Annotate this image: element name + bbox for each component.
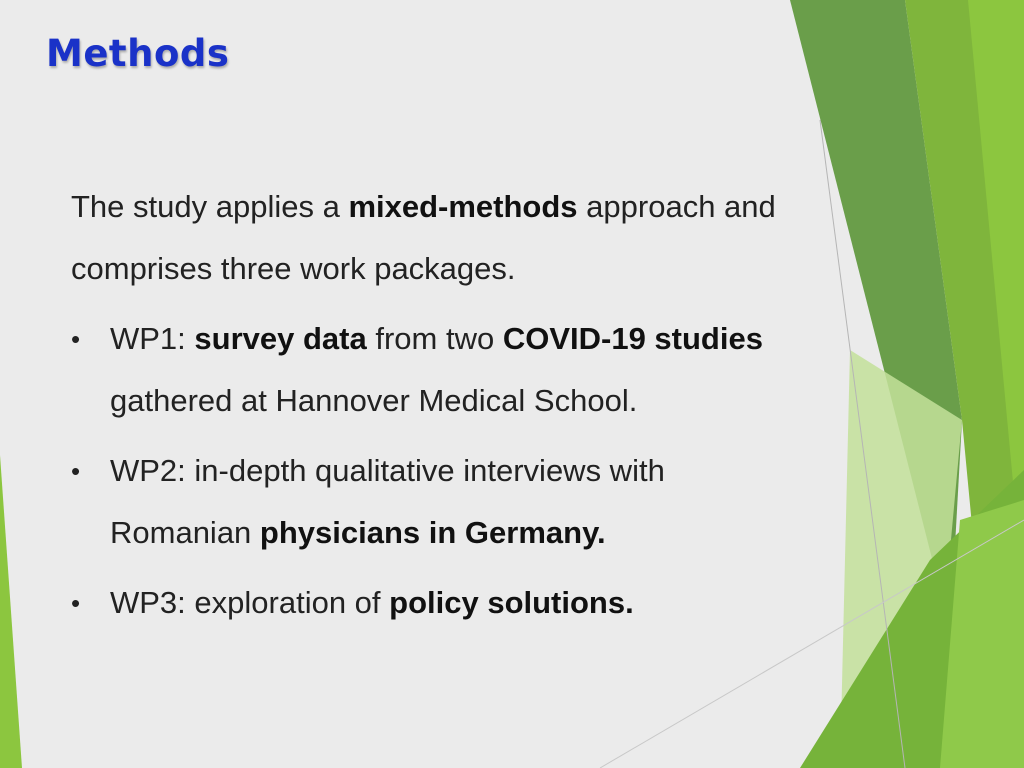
left-green-sliver: [0, 455, 22, 768]
wp1-bold-1: survey data: [194, 321, 367, 356]
bullet-list: [71, 308, 801, 634]
bullet-icon: •: [71, 588, 81, 618]
bullet-icon: •: [71, 324, 81, 354]
wp2-bold-1: physicians in Germany.: [259, 515, 606, 550]
intro-text-2: approach and comprises three work packages.: [71, 189, 776, 286]
wp1-bold-2: COVID-19 studies: [502, 321, 763, 356]
slide-body: [71, 176, 801, 642]
wp2-text-1: WP2: in-depth qualitative interviews with Romanian: [110, 453, 665, 550]
bullet-item-wp3: [71, 572, 801, 634]
wp1-text-2: from two: [366, 321, 503, 356]
wp3-bold-1: policy solutions.: [389, 585, 634, 620]
bullet-item-wp2: [71, 440, 801, 564]
slide-title: Methods: [46, 32, 230, 75]
wp1-text-1: WP1:: [110, 321, 195, 356]
wp1-text-3: gathered at Hannover Medical School.: [110, 383, 638, 418]
intro-paragraph: [71, 176, 801, 300]
intro-text-1: The study applies a: [71, 189, 349, 224]
intro-bold-1: mixed-methods: [348, 189, 578, 224]
wp3-text-1: WP3: exploration of: [110, 585, 390, 620]
bullet-item-wp1: [71, 308, 801, 432]
bullet-icon: •: [71, 456, 81, 486]
